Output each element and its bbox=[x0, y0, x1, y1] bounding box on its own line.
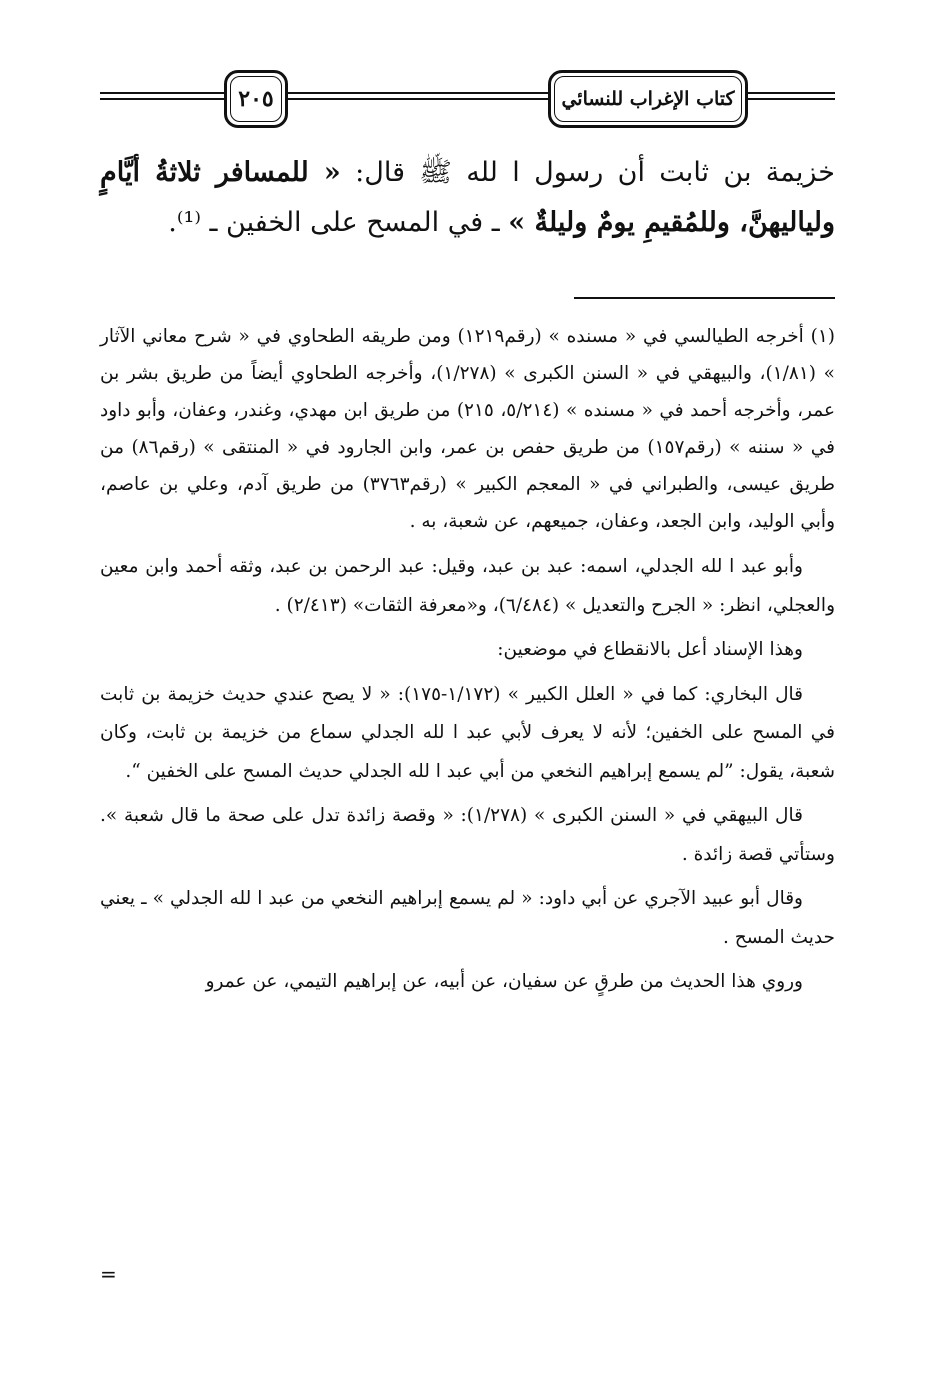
book-title: كتاب الإغراب للنسائي bbox=[548, 70, 748, 128]
header-rule-left-2 bbox=[100, 98, 224, 100]
header-rule-left bbox=[100, 92, 224, 94]
footnote-paragraph-bukhari: قال البخاري: كما في « العلل الكبير » (١/١٧٢-١٧٥): « لا يصح عندي حديث خزيمة بن ثابت في المسح على الخفين؛ لأنه لا يعرف لأبي عبد ا لله الجدلي سماع من خزيمة بن ثابت، وكان شعبة، يقول: ”لم يسمع إبراهيم النخعي من أبي عبد ا لله الجدلي حديث المسح على الخفين “. bbox=[100, 683, 835, 782]
main-text-lead: خزيمة بن ثابت أن رسول ا لله ﷺ قال: bbox=[340, 157, 835, 188]
footnotes bbox=[100, 318, 835, 1008]
footnote-paragraph-riwaya: وروي هذا الحديث من طرقٍ عن سفيان، عن أبيه، عن إبراهيم التيمي، عن عمرو bbox=[205, 971, 803, 992]
footnote-separator bbox=[574, 297, 835, 299]
header-rule-middle bbox=[282, 92, 548, 94]
hadith-quote: « للمسافر ثلاثةُ أيَّامٍ ولياليهنَّ، وللمُقيمِ يومٌ وليلةٌ » bbox=[100, 157, 835, 238]
main-text bbox=[100, 148, 835, 248]
header-rule-middle-2 bbox=[282, 98, 548, 100]
header-rule-right bbox=[742, 92, 835, 94]
page-header bbox=[100, 62, 835, 132]
footnote-paragraph-bayhaqi: قال البيهقي في « السنن الكبرى » (١/٢٧٨): « وقصة زائدة تدل على صحة ما قال شعبة ». وستأتي قصة زائدة . bbox=[100, 805, 835, 865]
footnote-paragraph-isnad: وهذا الإسناد أعل بالانقطاع في موضعين: bbox=[497, 639, 803, 660]
main-text-tail: ـ في المسح على الخفين ـ ⁽¹⁾. bbox=[168, 207, 509, 238]
page-number: ٢٠٥ bbox=[224, 70, 288, 128]
footnote-paragraph-ajurri: وقال أبو عبيد الآجري عن أبي داود: « لم يسمع إبراهيم النخعي من عبد ا لله الجدلي » ـ يعني حديث المسح . bbox=[100, 888, 835, 948]
header-rule-right-2 bbox=[742, 98, 835, 100]
continuation-mark: = bbox=[100, 1262, 117, 1286]
footnote-1: (١) أخرجه الطيالسي في « مسنده » (رقم١٢١٩) ومن طريقه الطحاوي في « شرح معاني الآثار » (١/٨١)، والبيهقي في « السنن الكبرى » (١/٢٧٨)، وأخرجه الطحاوي أيضاً من طريق بشر بن عمر، وأخرجه أحمد في « مسنده » (٥/٢١٤، ٢١٥) من طريق ابن مهدي، وغندر، وعفان، وأبو داود في « سننه » (رقم١٥٧) من طريق حفص بن عمر، وابن الجارود في « المنتقى » (رقم٨٦) من طريق عيسى، والطبراني في « المعجم الكبير » (رقم٣٧٦٣) من طريق آدم، وعلي بن عاصم، وأبي الوليد، وابن الجعد، وعفان، جميعهم، عن شعبة، به . bbox=[100, 326, 835, 532]
footnote-paragraph-narrator: وأبو عبد ا لله الجدلي، اسمه: عبد بن عبد، وقيل: عبد الرحمن بن عبد، وثقه أحمد وابن معين والعجلي، انظر: « الجرح والتعديل » (٦/٤٨٤)، و«معرفة الثقات» (٢/٤١٣) . bbox=[100, 556, 835, 616]
